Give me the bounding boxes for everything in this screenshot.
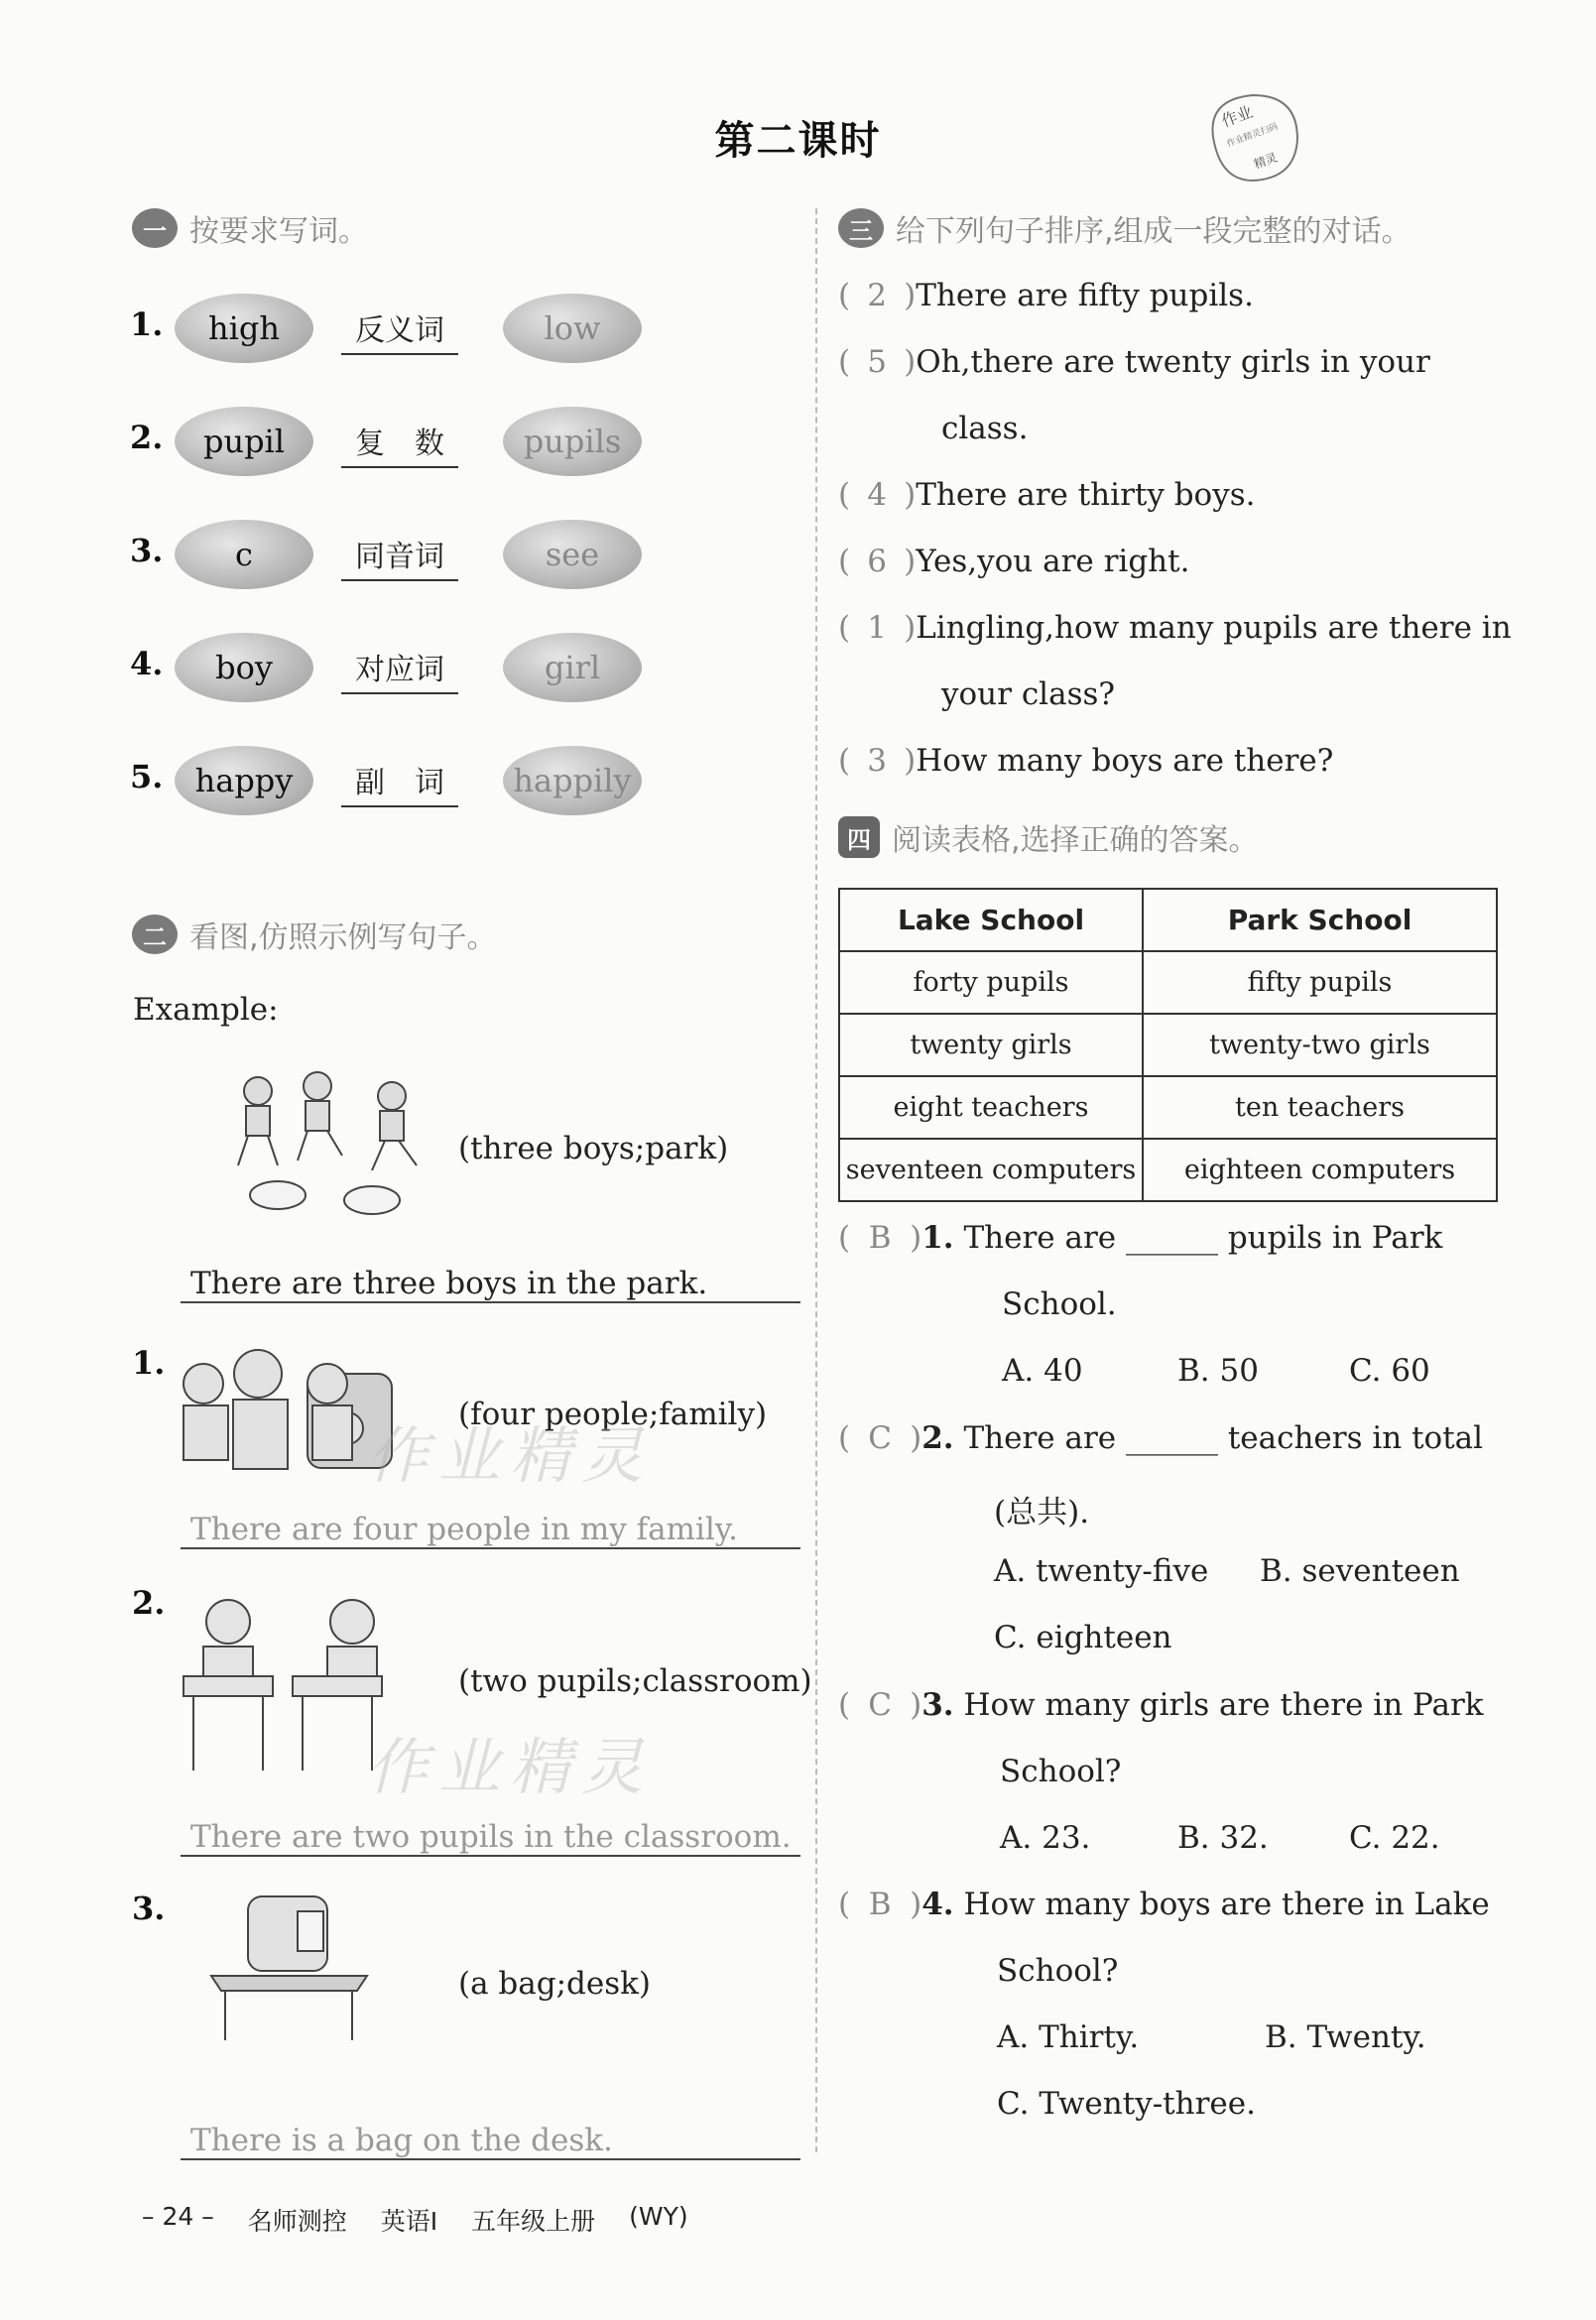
question-text-cont: School?	[997, 1953, 1119, 1989]
option: C. 60	[1349, 1353, 1430, 1389]
question-text: How many boys are there in Lake	[963, 1887, 1490, 1922]
section4-heading-text: 阅读表格,选择正确的答案。	[892, 823, 1259, 858]
relation-label: 副 词	[341, 758, 458, 807]
series-name: 名师测控	[247, 2207, 347, 2236]
section2-heading-text: 看图,仿照示例写句子。	[189, 920, 497, 955]
relation-label: 同音词	[341, 532, 458, 581]
table-row	[839, 1076, 1497, 1139]
example-hint: (three boys;park)	[458, 1131, 729, 1166]
section1-heading-text: 按要求写词。	[189, 214, 368, 249]
mc-answer: C	[868, 1687, 892, 1723]
order-answer: 4	[867, 477, 887, 513]
word-bubble: high	[175, 294, 313, 363]
question-text-cont: (总共).	[994, 1495, 1090, 1530]
order-sentence: Lingling,how many pupils are there in	[916, 610, 1512, 646]
order-sentence: How many boys are there?	[916, 743, 1334, 779]
subject: 英语Ⅰ	[380, 2207, 438, 2236]
table-cell: eight teachers	[839, 1076, 1143, 1139]
section3-badge: 三	[838, 208, 884, 248]
answer-bubble: pupils	[503, 407, 642, 476]
example-answer-line: There are three boys in the park.	[181, 1266, 800, 1303]
mc-answer: B	[868, 1220, 892, 1256]
item1-hint: (four people;family)	[458, 1397, 768, 1432]
table-row	[839, 951, 1497, 1014]
three-boys-illustration	[208, 1066, 456, 1225]
table-cell: seventeen computers	[839, 1139, 1143, 1201]
option: B. seventeen	[1260, 1553, 1460, 1589]
item3-hint: (a bag;desk)	[458, 1966, 652, 2002]
stamp-top-text: 作业	[1218, 101, 1256, 131]
mc-question: ( B )4. How many boys are there in Lake	[838, 1887, 1490, 1922]
order-item: ( 6 )Yes,you are right.	[838, 544, 1190, 579]
answer-bubble: low	[503, 294, 642, 363]
option: C. eighteen	[994, 1620, 1172, 1655]
item-number: 3.	[130, 532, 164, 569]
order-sentence: There are fifty pupils.	[916, 278, 1254, 313]
order-item: ( 3 )How many boys are there?	[838, 743, 1334, 779]
option: A. 23.	[1000, 1820, 1091, 1856]
order-answer: 2	[867, 278, 887, 313]
item-number: 5.	[130, 758, 164, 795]
order-answer: 3	[867, 743, 887, 779]
order-item: ( 1 )Lingling,how many pupils are there in	[838, 610, 1512, 646]
option: A. Thirty.	[997, 2019, 1140, 2055]
option: A. 40	[1002, 1353, 1083, 1389]
table-cell: twenty-two girls	[1143, 1014, 1497, 1076]
mc-question: ( C )3. How many girls are there in Park	[838, 1687, 1484, 1723]
word-bubble: c	[175, 520, 313, 589]
option: B. 32.	[1177, 1820, 1269, 1856]
watermark: 作业精灵	[367, 1419, 654, 1492]
item-number: 2.	[130, 419, 164, 456]
word-bubble: happy	[175, 746, 313, 815]
example-label: Example:	[133, 992, 279, 1028]
answer-bubble: girl	[503, 633, 642, 702]
order-answer: 1	[867, 610, 887, 646]
question-text-cont: School?	[1000, 1754, 1122, 1789]
order-answer: 6	[867, 544, 887, 579]
option: C. 22.	[1349, 1820, 1440, 1856]
table-cell: fifty pupils	[1143, 951, 1497, 1014]
question-text-cont: School.	[1002, 1286, 1117, 1322]
word-bubble: boy	[175, 633, 313, 702]
grade: 五年级上册	[471, 2207, 596, 2236]
order-sentence-cont: your class?	[941, 676, 1116, 712]
relation-label: 对应词	[341, 645, 458, 694]
table-header: Park School	[1143, 889, 1497, 951]
section1-badge: 一	[132, 208, 178, 248]
word-bubble: pupil	[175, 407, 313, 476]
order-sentence: Oh,there are twenty girls in your	[916, 344, 1430, 380]
order-item: ( 2 )There are fifty pupils.	[838, 278, 1254, 313]
question-number: 3.	[921, 1687, 954, 1723]
mc-question: ( C )2. There are ______ teachers in total	[838, 1420, 1484, 1456]
table-row	[839, 1014, 1497, 1076]
item3-answer-line: There is a bag on the desk.	[181, 2123, 800, 2160]
page-title: 第二课时	[714, 118, 882, 164]
relation-label: 反义词	[341, 305, 458, 355]
question-number: 4.	[921, 1887, 954, 1922]
table-cell: twenty girls	[839, 1014, 1143, 1076]
option: B. Twenty.	[1265, 2019, 1426, 2055]
table-cell: forty pupils	[839, 951, 1143, 1014]
item-number: 3.	[132, 1890, 166, 1927]
question-text: There are ______ teachers in total	[963, 1420, 1484, 1456]
item2-hint: (two pupils;classroom)	[458, 1663, 812, 1699]
item-number: 2.	[132, 1584, 166, 1622]
answer-bubble: see	[503, 520, 642, 589]
order-answer: 5	[867, 344, 887, 380]
question-number: 1.	[921, 1220, 954, 1256]
table-header: Lake School	[839, 889, 1143, 951]
item-number: 1.	[132, 1344, 166, 1382]
question-number: 2.	[921, 1420, 954, 1456]
item2-answer-line: There are two pupils in the classroom.	[181, 1819, 800, 1857]
stamp-middle-text: 作业精灵扫码	[1225, 121, 1280, 150]
table-cell: eighteen computers	[1143, 1139, 1497, 1201]
section4-heading	[838, 815, 1259, 859]
page-footer	[142, 2202, 688, 2238]
order-item: ( 5 )Oh,there are twenty girls in your	[838, 344, 1430, 380]
section2-badge: 二	[132, 915, 178, 954]
question-text: How many girls are there in Park	[963, 1687, 1484, 1723]
stamp-bottom-text: 精灵	[1252, 150, 1280, 172]
order-item: ( 4 )There are thirty boys.	[838, 477, 1256, 513]
order-sentence-cont: class.	[941, 411, 1029, 446]
option: A. twenty-five	[994, 1553, 1209, 1589]
item-number: 4.	[130, 645, 164, 682]
order-sentence: Yes,you are right.	[916, 544, 1190, 579]
page-number: – 24 –	[142, 2202, 214, 2231]
item1-answer-line: There are four people in my family.	[181, 1512, 800, 1549]
edition: (WY)	[629, 2202, 688, 2231]
table-cell: ten teachers	[1143, 1076, 1497, 1139]
mc-answer: C	[868, 1420, 892, 1456]
option: C. Twenty-three.	[997, 2086, 1256, 2122]
option: B. 50	[1177, 1353, 1259, 1389]
section2-heading	[132, 913, 497, 956]
mc-answer: B	[868, 1887, 892, 1922]
relation-label: 复 数	[341, 419, 458, 468]
school-table	[838, 888, 1498, 1202]
watermark: 作业精灵	[367, 1731, 654, 1803]
section4-badge: 四	[838, 816, 880, 858]
question-text: There are ______ pupils in Park	[963, 1220, 1443, 1256]
mc-question: ( B )1. There are ______ pupils in Park	[838, 1220, 1443, 1256]
item-number: 1.	[130, 305, 164, 343]
bag-on-desk-illustration	[203, 1887, 377, 2045]
column-divider	[815, 208, 817, 2152]
section3-heading-text: 给下列句子排序,组成一段完整的对话。	[896, 214, 1412, 249]
order-sentence: There are thirty boys.	[916, 477, 1256, 513]
section3-heading	[838, 206, 1412, 250]
homework-stamp	[1198, 87, 1307, 186]
section1-heading	[132, 206, 368, 250]
table-row	[839, 1139, 1497, 1201]
answer-bubble: happily	[503, 746, 642, 815]
